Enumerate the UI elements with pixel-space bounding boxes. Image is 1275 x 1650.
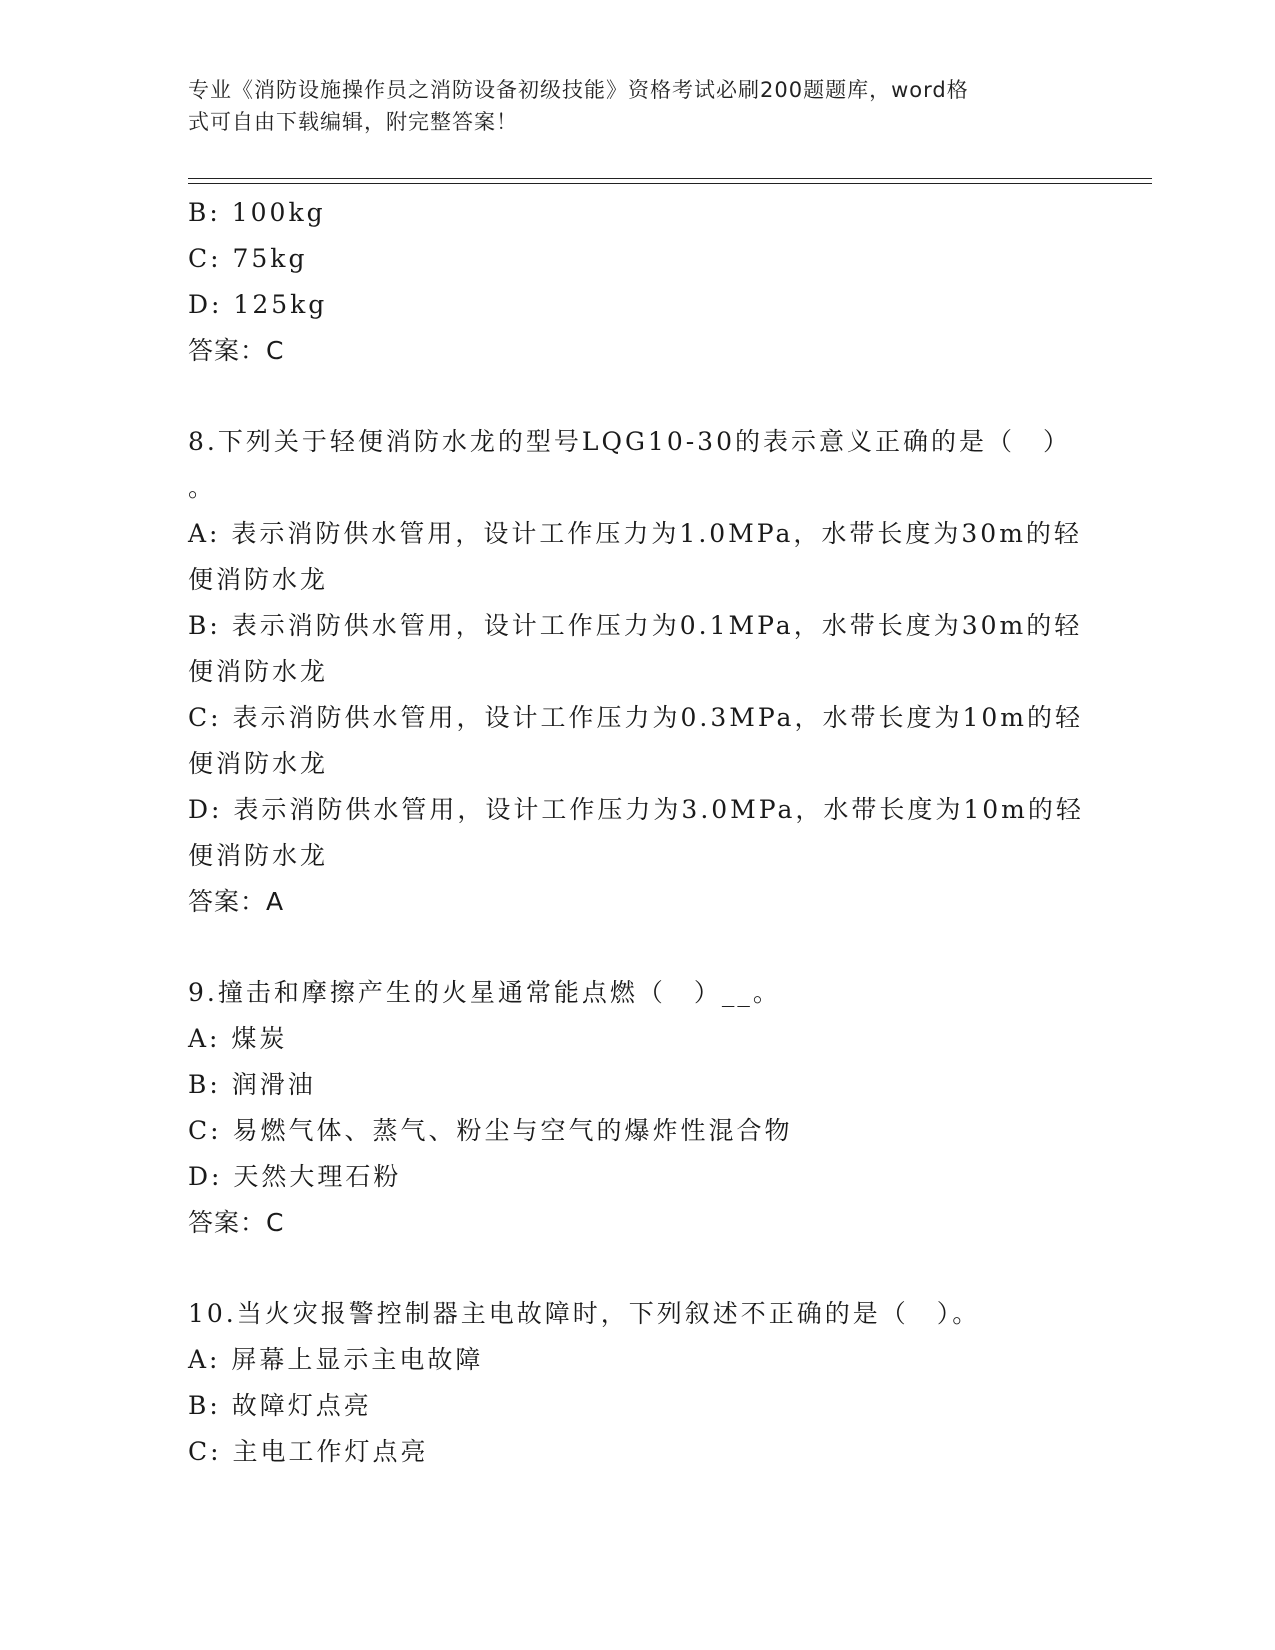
option-d-continued: 便消防水龙 xyxy=(188,841,329,870)
header-divider-bottom xyxy=(188,183,1152,184)
option-c: C: 主电工作灯点亮 xyxy=(188,1437,429,1466)
option-a: A: 表示消防供水管用，设计工作压力为1.0MPa，水带长度为30m的轻 xyxy=(188,519,1082,548)
header-line-2: 式可自由下载编辑，附完整答案！ xyxy=(188,110,518,134)
question-8 xyxy=(188,419,1088,925)
option-b-continued: 便消防水龙 xyxy=(188,657,329,686)
question-stem: 8.下列关于轻便消防水龙的型号LQG10-30的表示意义正确的是（ ） xyxy=(188,427,1071,456)
option-a: A: 屏幕上显示主电故障 xyxy=(188,1345,484,1374)
option-b: B: 故障灯点亮 xyxy=(188,1391,372,1420)
option-b: B: 润滑油 xyxy=(188,1070,316,1099)
question-10 xyxy=(188,1291,1088,1475)
answer: 答案：C xyxy=(188,1208,285,1237)
question-stem-continued: 。 xyxy=(188,473,217,502)
option-a: A: 煤炭 xyxy=(188,1024,288,1053)
option-c: C: 表示消防供水管用，设计工作压力为0.3MPa，水带长度为10m的轻 xyxy=(188,703,1083,732)
header-divider-top xyxy=(188,178,1152,179)
option-c: C: 75kg xyxy=(188,244,308,273)
document-body xyxy=(188,190,1088,1475)
option-d: D: 表示消防供水管用，设计工作压力为3.0MPa，水带长度为10m的轻 xyxy=(188,795,1084,824)
document-header xyxy=(188,74,1068,138)
answer: 答案：A xyxy=(188,887,285,916)
option-a-continued: 便消防水龙 xyxy=(188,565,329,594)
option-c: C: 易燃气体、蒸气、粉尘与空气的爆炸性混合物 xyxy=(188,1116,793,1145)
option-b: B: 表示消防供水管用，设计工作压力为0.1MPa，水带长度为30m的轻 xyxy=(188,611,1083,640)
option-c-continued: 便消防水龙 xyxy=(188,749,329,778)
question-stem: 10.当火灾报警控制器主电故障时，下列叙述不正确的是（ ）。 xyxy=(188,1299,981,1328)
question-9 xyxy=(188,970,1088,1246)
option-b: B: 100kg xyxy=(188,198,326,227)
question-7-tail xyxy=(188,190,1088,374)
header-line-1: 专业《消防设施操作员之消防设备初级技能》资格考试必刷200题题库，word格 xyxy=(188,78,969,102)
question-stem: 9.撞击和摩擦产生的火星通常能点燃（ ）__。 xyxy=(188,978,781,1007)
option-d: D: 天然大理石粉 xyxy=(188,1162,402,1191)
option-d: D: 125kg xyxy=(188,290,328,319)
answer: 答案：C xyxy=(188,336,285,365)
